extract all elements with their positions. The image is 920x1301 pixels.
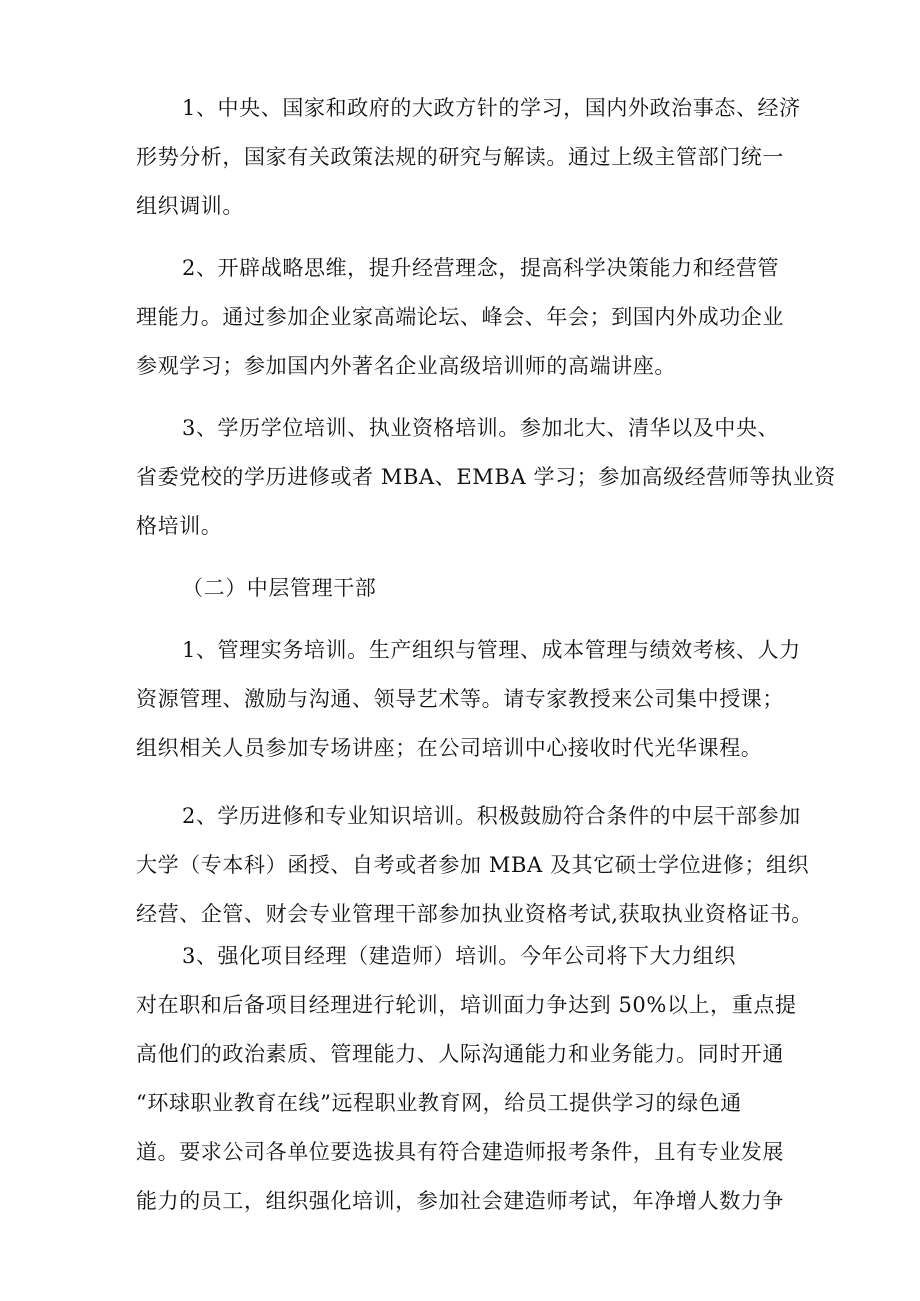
paragraph-5-line-1: 1、管理实务培训。生产组织与管理、成本管理与绩效考核、人力: [182, 638, 801, 662]
paragraph-7-line-3: 高他们的政治素质、管理能力、人际沟通能力和业务能力。同时开通: [136, 1042, 784, 1066]
paragraph-2-line-1: 2、开辟战略思维，提升经营理念，提高科学决策能力和经营管: [182, 256, 780, 280]
paragraph-7-line-1: 3、强化项目经理（建造师）培训。今年公司将下大力组织: [182, 944, 736, 968]
paragraph-7-line-5: 道。要求公司各单位要选拔具有符合建造师报考条件，且有专业发展: [136, 1140, 784, 1164]
paragraph-1-line-2: 形势分析，国家有关政策法规的研究与解读。通过上级主管部门统一: [136, 145, 784, 169]
paragraph-2-line-2: 理能力。通过参加企业家高端论坛、峰会、年会；到国内外成功企业: [136, 305, 784, 329]
paragraph-6-line-3: 经营、企管、财会专业管理干部参加执业资格考试,获取执业资格证书。: [136, 902, 813, 926]
paragraph-7-line-2: 对在职和后备项目经理进行轮训，培训面力争达到 50%以上，重点提: [136, 993, 797, 1017]
paragraph-7-line-4: “环球职业教育在线”远程职业教育网，给员工提供学习的绿色通: [136, 1091, 742, 1115]
paragraph-3-line-2: 省委党校的学历进修或者 MBA、EMBA 学习；参加高级经营师等执业资: [136, 465, 836, 489]
paragraph-3-line-1: 3、学历学位培训、执业资格培训。参加北大、清华以及中央、: [182, 416, 780, 440]
paragraph-5-line-2: 资源管理、激励与沟通、领导艺术等。请专家教授来公司集中授课；: [136, 687, 784, 711]
paragraph-5-line-3: 组织相关人员参加专场讲座；在公司培训中心接收时代光华课程。: [136, 736, 763, 760]
paragraph-6-line-2: 大学（专本科）函授、自考或者参加 MBA 及其它硕士学位进修；组织: [136, 853, 810, 877]
paragraph-1-line-1: 1、中央、国家和政府的大政方针的学习，国内外政治事态、经济: [182, 96, 801, 120]
paragraph-3-line-3: 格培训。: [136, 514, 223, 538]
paragraph-6-line-1: 2、学历进修和专业知识培训。积极鼓励符合条件的中层干部参加: [182, 804, 801, 828]
section-heading: （二）中层管理干部: [182, 576, 377, 600]
paragraph-2-line-3: 参观学习；参加国内外著名企业高级培训师的高端讲座。: [136, 354, 676, 378]
paragraph-7-line-6: 能力的员工，组织强化培训，参加社会建造师考试，年净增人数力争: [136, 1189, 784, 1213]
paragraph-1-line-3: 组织调训。: [136, 194, 244, 218]
